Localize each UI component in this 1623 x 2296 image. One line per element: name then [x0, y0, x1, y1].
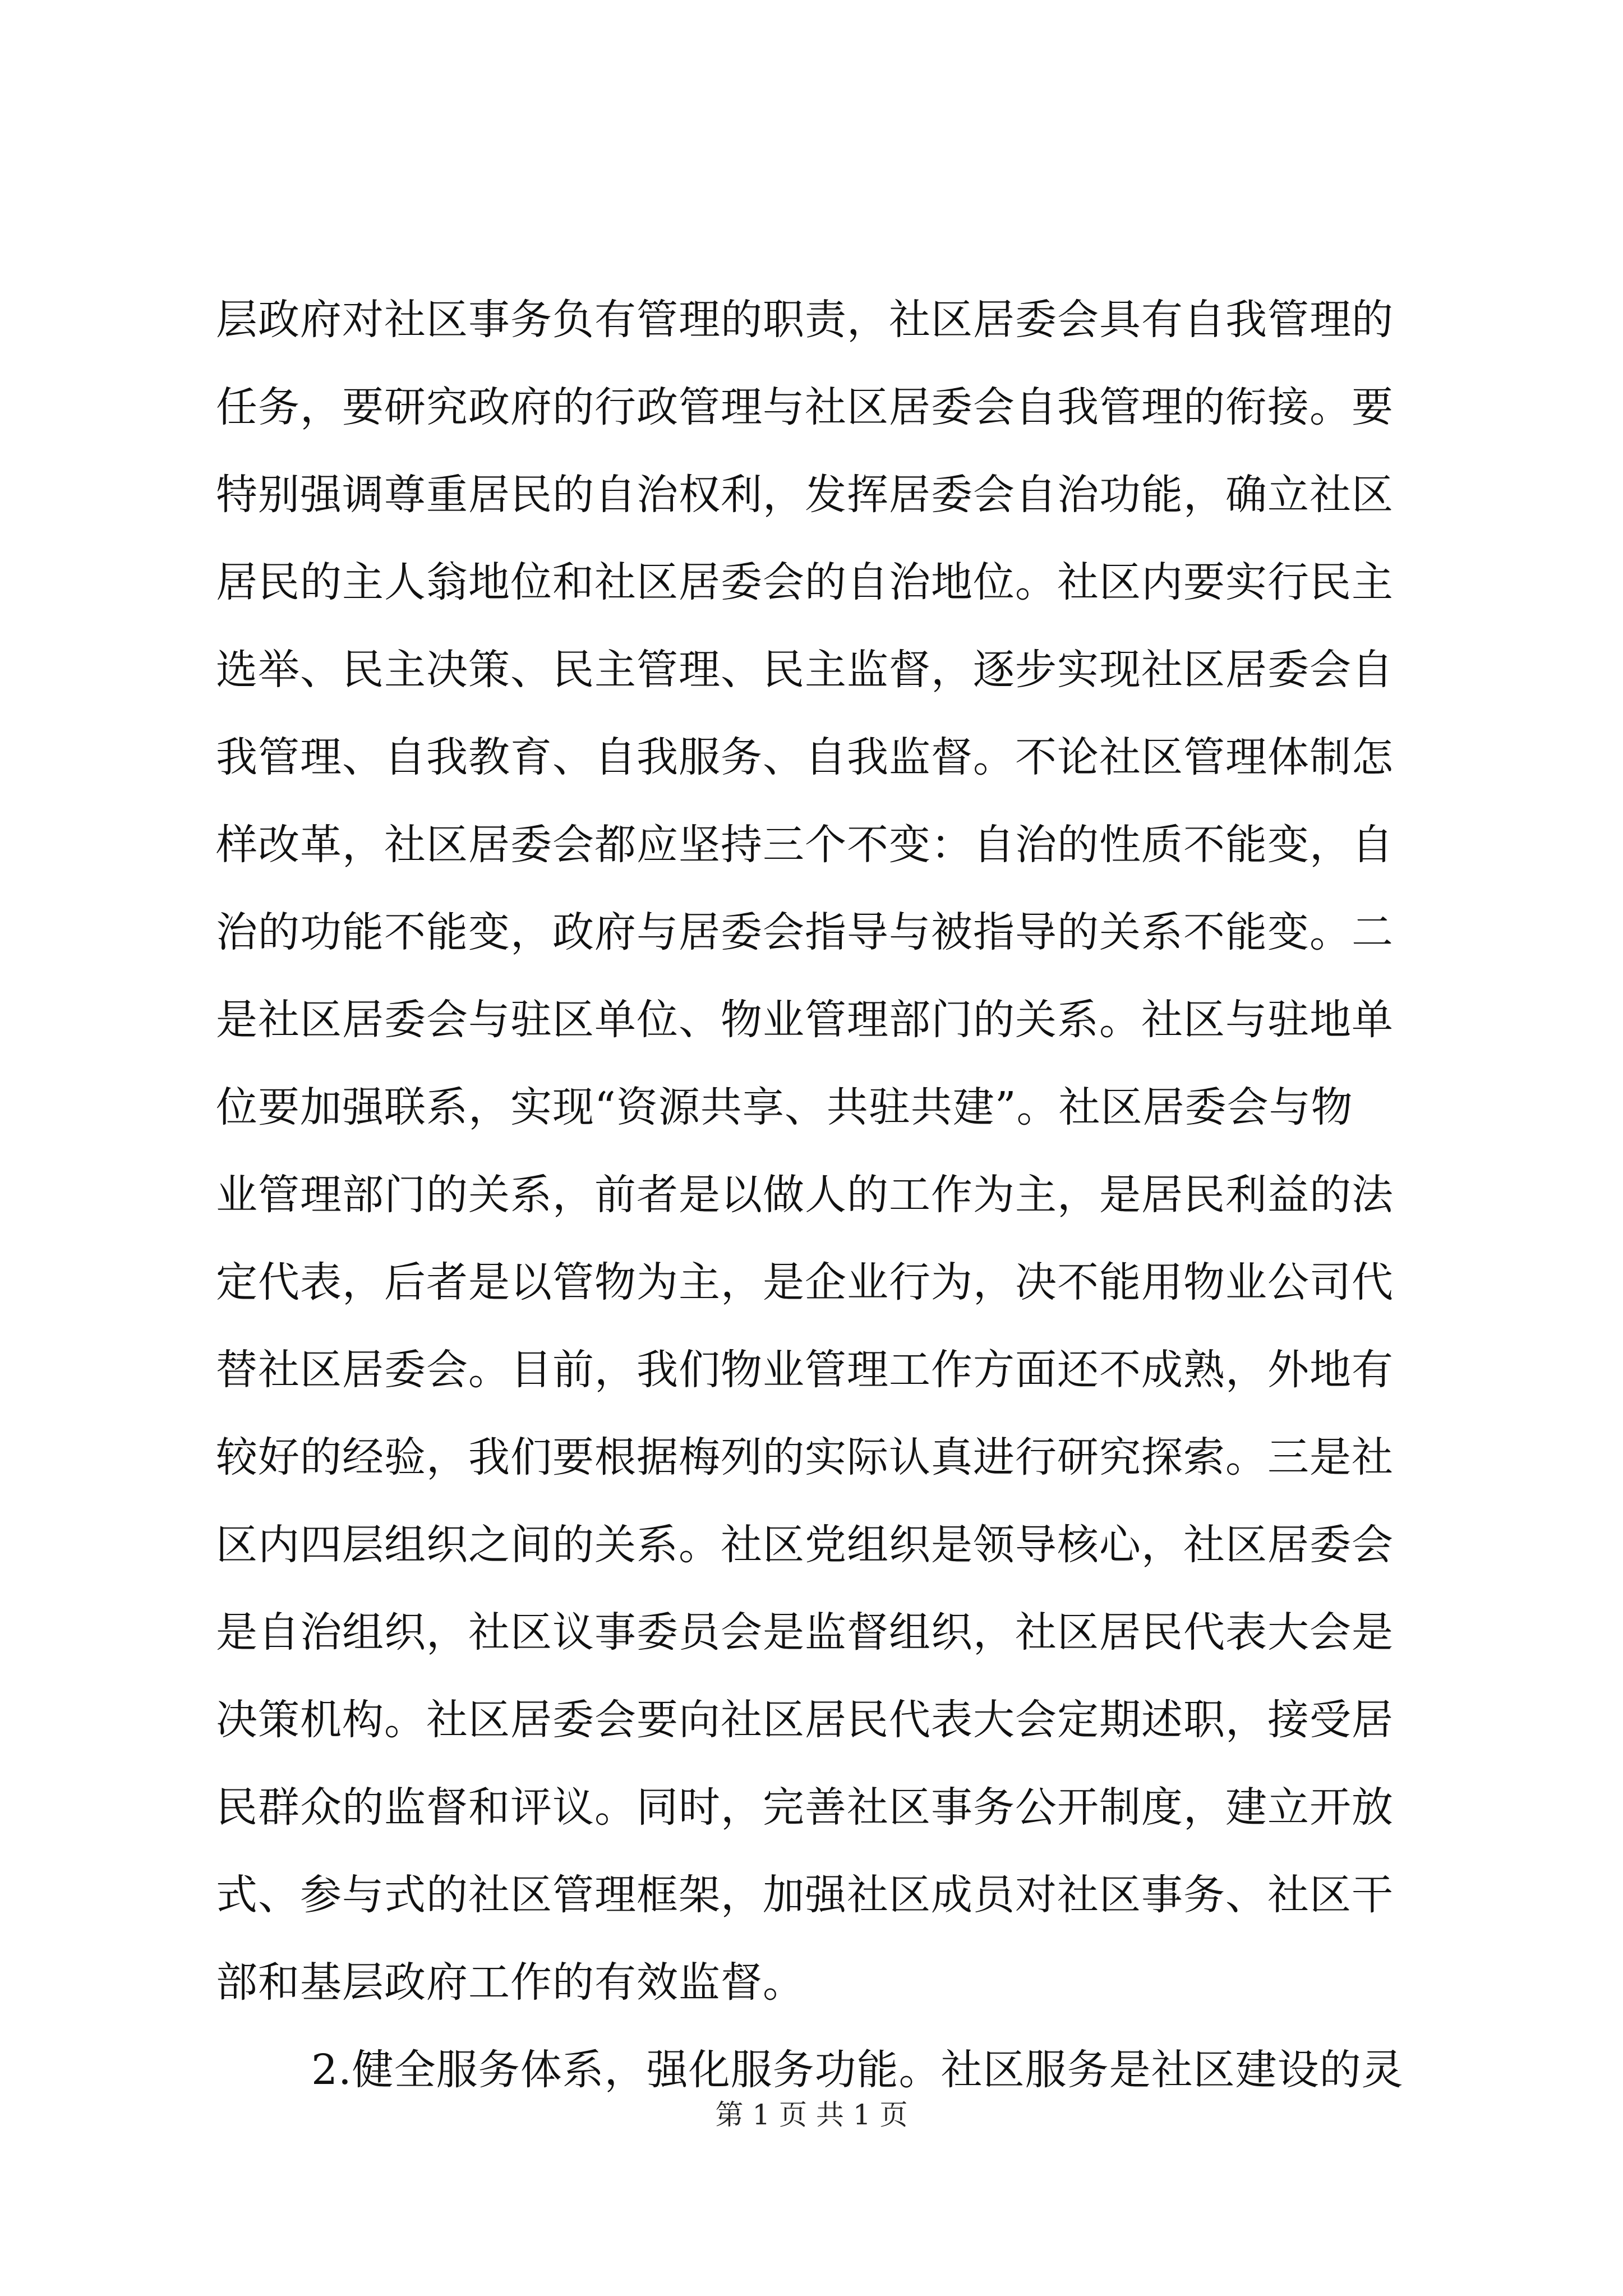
- text-line-6: 我管理、自我教育、自我服务、自我监督。不论社区管理体制怎: [216, 733, 1394, 781]
- text-line-16: 是自治组织，社区议事委员会是监督组织，社区居民代表大会是: [216, 1608, 1394, 1657]
- text-line-4: 居民的主人翁地位和社区居委会的自治地位。社区内要实行民主: [216, 558, 1394, 606]
- text-line-19: 式、参与式的社区管理框架，加强社区成员对社区事务、社区干: [216, 1871, 1394, 1919]
- text-line-1: 层政府对社区事务负有管理的职责，社区居委会具有自我管理的: [216, 296, 1394, 344]
- text-line-3: 特别强调尊重居民的自治权利，发挥居委会自治功能，确立社区: [216, 471, 1394, 519]
- text-line-20: 部和基层政府工作的有效监督。: [216, 1958, 805, 2007]
- text-line-7: 样改革，社区居委会都应坚持三个不变：自治的性质不能变，自: [216, 821, 1394, 869]
- page-footer: 第 1 页 共 1 页: [715, 2099, 908, 2131]
- text-line-11: 业管理部门的关系，前者是以做人的工作为主，是居民利益的法: [216, 1171, 1394, 1219]
- text-line-14: 较好的经验，我们要根据梅列的实际认真进行研究探索。三是社: [216, 1433, 1394, 1481]
- text-line-15: 区内四层组织之间的关系。社区党组织是领导核心，社区居委会: [216, 1521, 1394, 1569]
- text-line-5: 选举、民主决策、民主管理、民主监督，逐步实现社区居委会自: [216, 646, 1394, 694]
- text-line-13: 替社区居委会。目前，我们物业管理工作方面还不成熟，外地有: [216, 1346, 1394, 1394]
- text-line-18: 民群众的监督和评议。同时，完善社区事务公开制度，建立开放: [216, 1783, 1394, 1832]
- text-line-9: 是社区居委会与驻区单位、物业管理部门的关系。社区与驻地单: [216, 996, 1394, 1044]
- paragraph-2-first-line: 2.健全服务体系，强化服务功能。社区服务是社区建设的灵: [311, 2046, 1404, 2094]
- text-line-17: 决策机构。社区居委会要向社区居民代表大会定期述职，接受居: [216, 1696, 1394, 1744]
- text-line-12: 定代表，后者是以管物为主，是企业行为，决不能用物业公司代: [216, 1258, 1394, 1306]
- text-line-8: 治的功能不能变，政府与居委会指导与被指导的关系不能变。二: [216, 908, 1394, 956]
- text-line-10: 位要加强联系，实现“资源共享、共驻共建”。社区居委会与物: [216, 1083, 1353, 1131]
- text-line-2: 任务，要研究政府的行政管理与社区居委会自我管理的衔接。要: [216, 383, 1394, 431]
